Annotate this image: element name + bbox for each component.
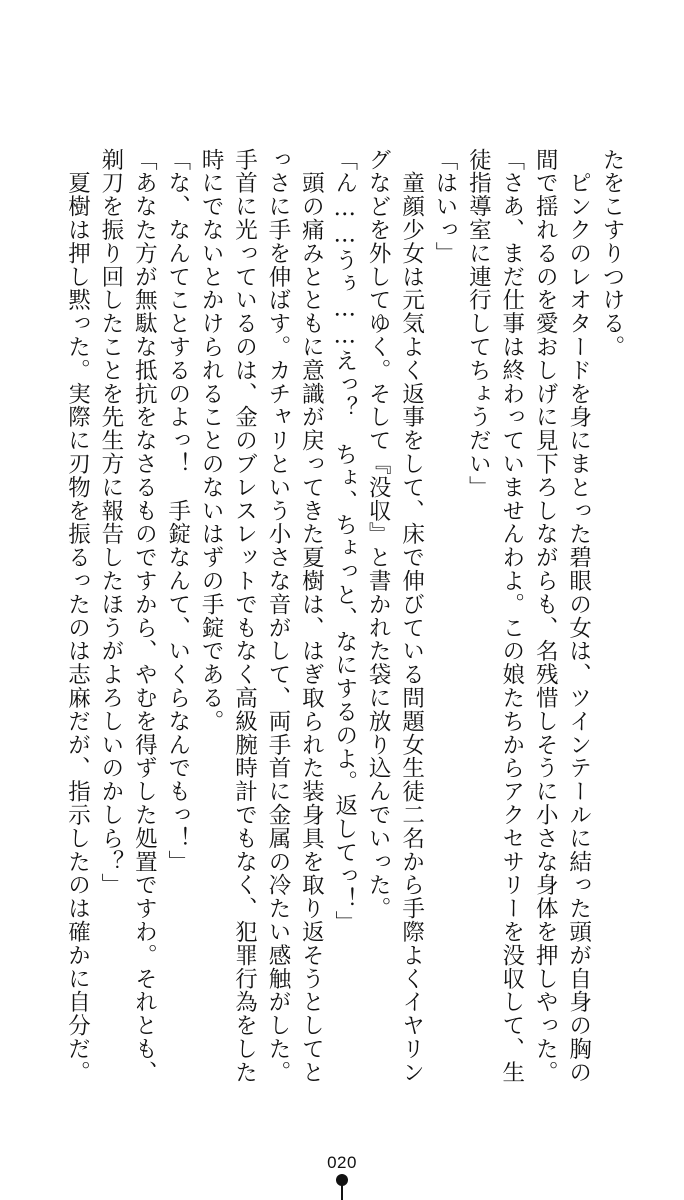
text-line: 「はいっ」	[431, 148, 458, 265]
text-line: 徒指導室に連行してちょうだい」	[465, 148, 492, 499]
page-marker-stem	[341, 1184, 343, 1200]
text-line: 手首に光っているのは、金のブレスレットでもなく高級腕時計でもなく、犯罪行為をした	[231, 148, 258, 1084]
text-line: 「あなた方が無駄な抵抗をなさるものですから、やむを得ずした処置ですわ。それとも、	[131, 148, 158, 1084]
text-line: 「さあ、まだ仕事は終わっていませんわよ。この娘たちからアクセサリーを没収して、生	[498, 148, 525, 1084]
text-line: 剃刀を振り回したことを先生方に報告したほうがよろしいのかしら？」	[97, 148, 124, 897]
text-line: 間で揺れるのを愛おしげに見下ろしながらも、名残惜しそうに小さな身体を押しやった。	[532, 148, 559, 1084]
text-line: 夏樹は押し黙った。実際に刃物を振るったのは志麻だが、指示したのは確かに自分だ。	[64, 148, 91, 1084]
text-line: 「な、なんてことするのよっ！ 手錠なんて、いくらなんでもっ！」	[164, 148, 191, 874]
text-line: っさに手を伸ばす。カチャリという小さな音がして、両手首に金属の冷たい感触がした。	[264, 148, 291, 1084]
text-line: 頭の痛みとともに意識が戻ってきた夏樹は、はぎ取られた装身具を取り返そうとしてと	[298, 148, 325, 1084]
text-line: 「ん……うぅ……えっ？ ちょ、ちょっと、なにするのよ。返してっ！」	[331, 148, 358, 935]
text-line: たをこすりつける。	[599, 148, 625, 359]
text-line: ピンクのレオタードを身にまとった碧眼の女は、ツインテールに結った頭が自身の胸の	[565, 148, 592, 1084]
text-line: 時にでないとかけられることのないはずの手錠である。	[198, 148, 225, 733]
text-line: グなどを外してゆく。そして『没収』と書かれた袋に放り込んでいった。	[365, 148, 392, 921]
page-number: 020	[327, 1153, 357, 1172]
body-text	[60, 148, 628, 1084]
page-marker-icon	[335, 1174, 349, 1200]
text-line: 童顔少女は元気よく返事をして、床で伸びている問題女生徒二名から手際よくイヤリン	[398, 148, 425, 1084]
